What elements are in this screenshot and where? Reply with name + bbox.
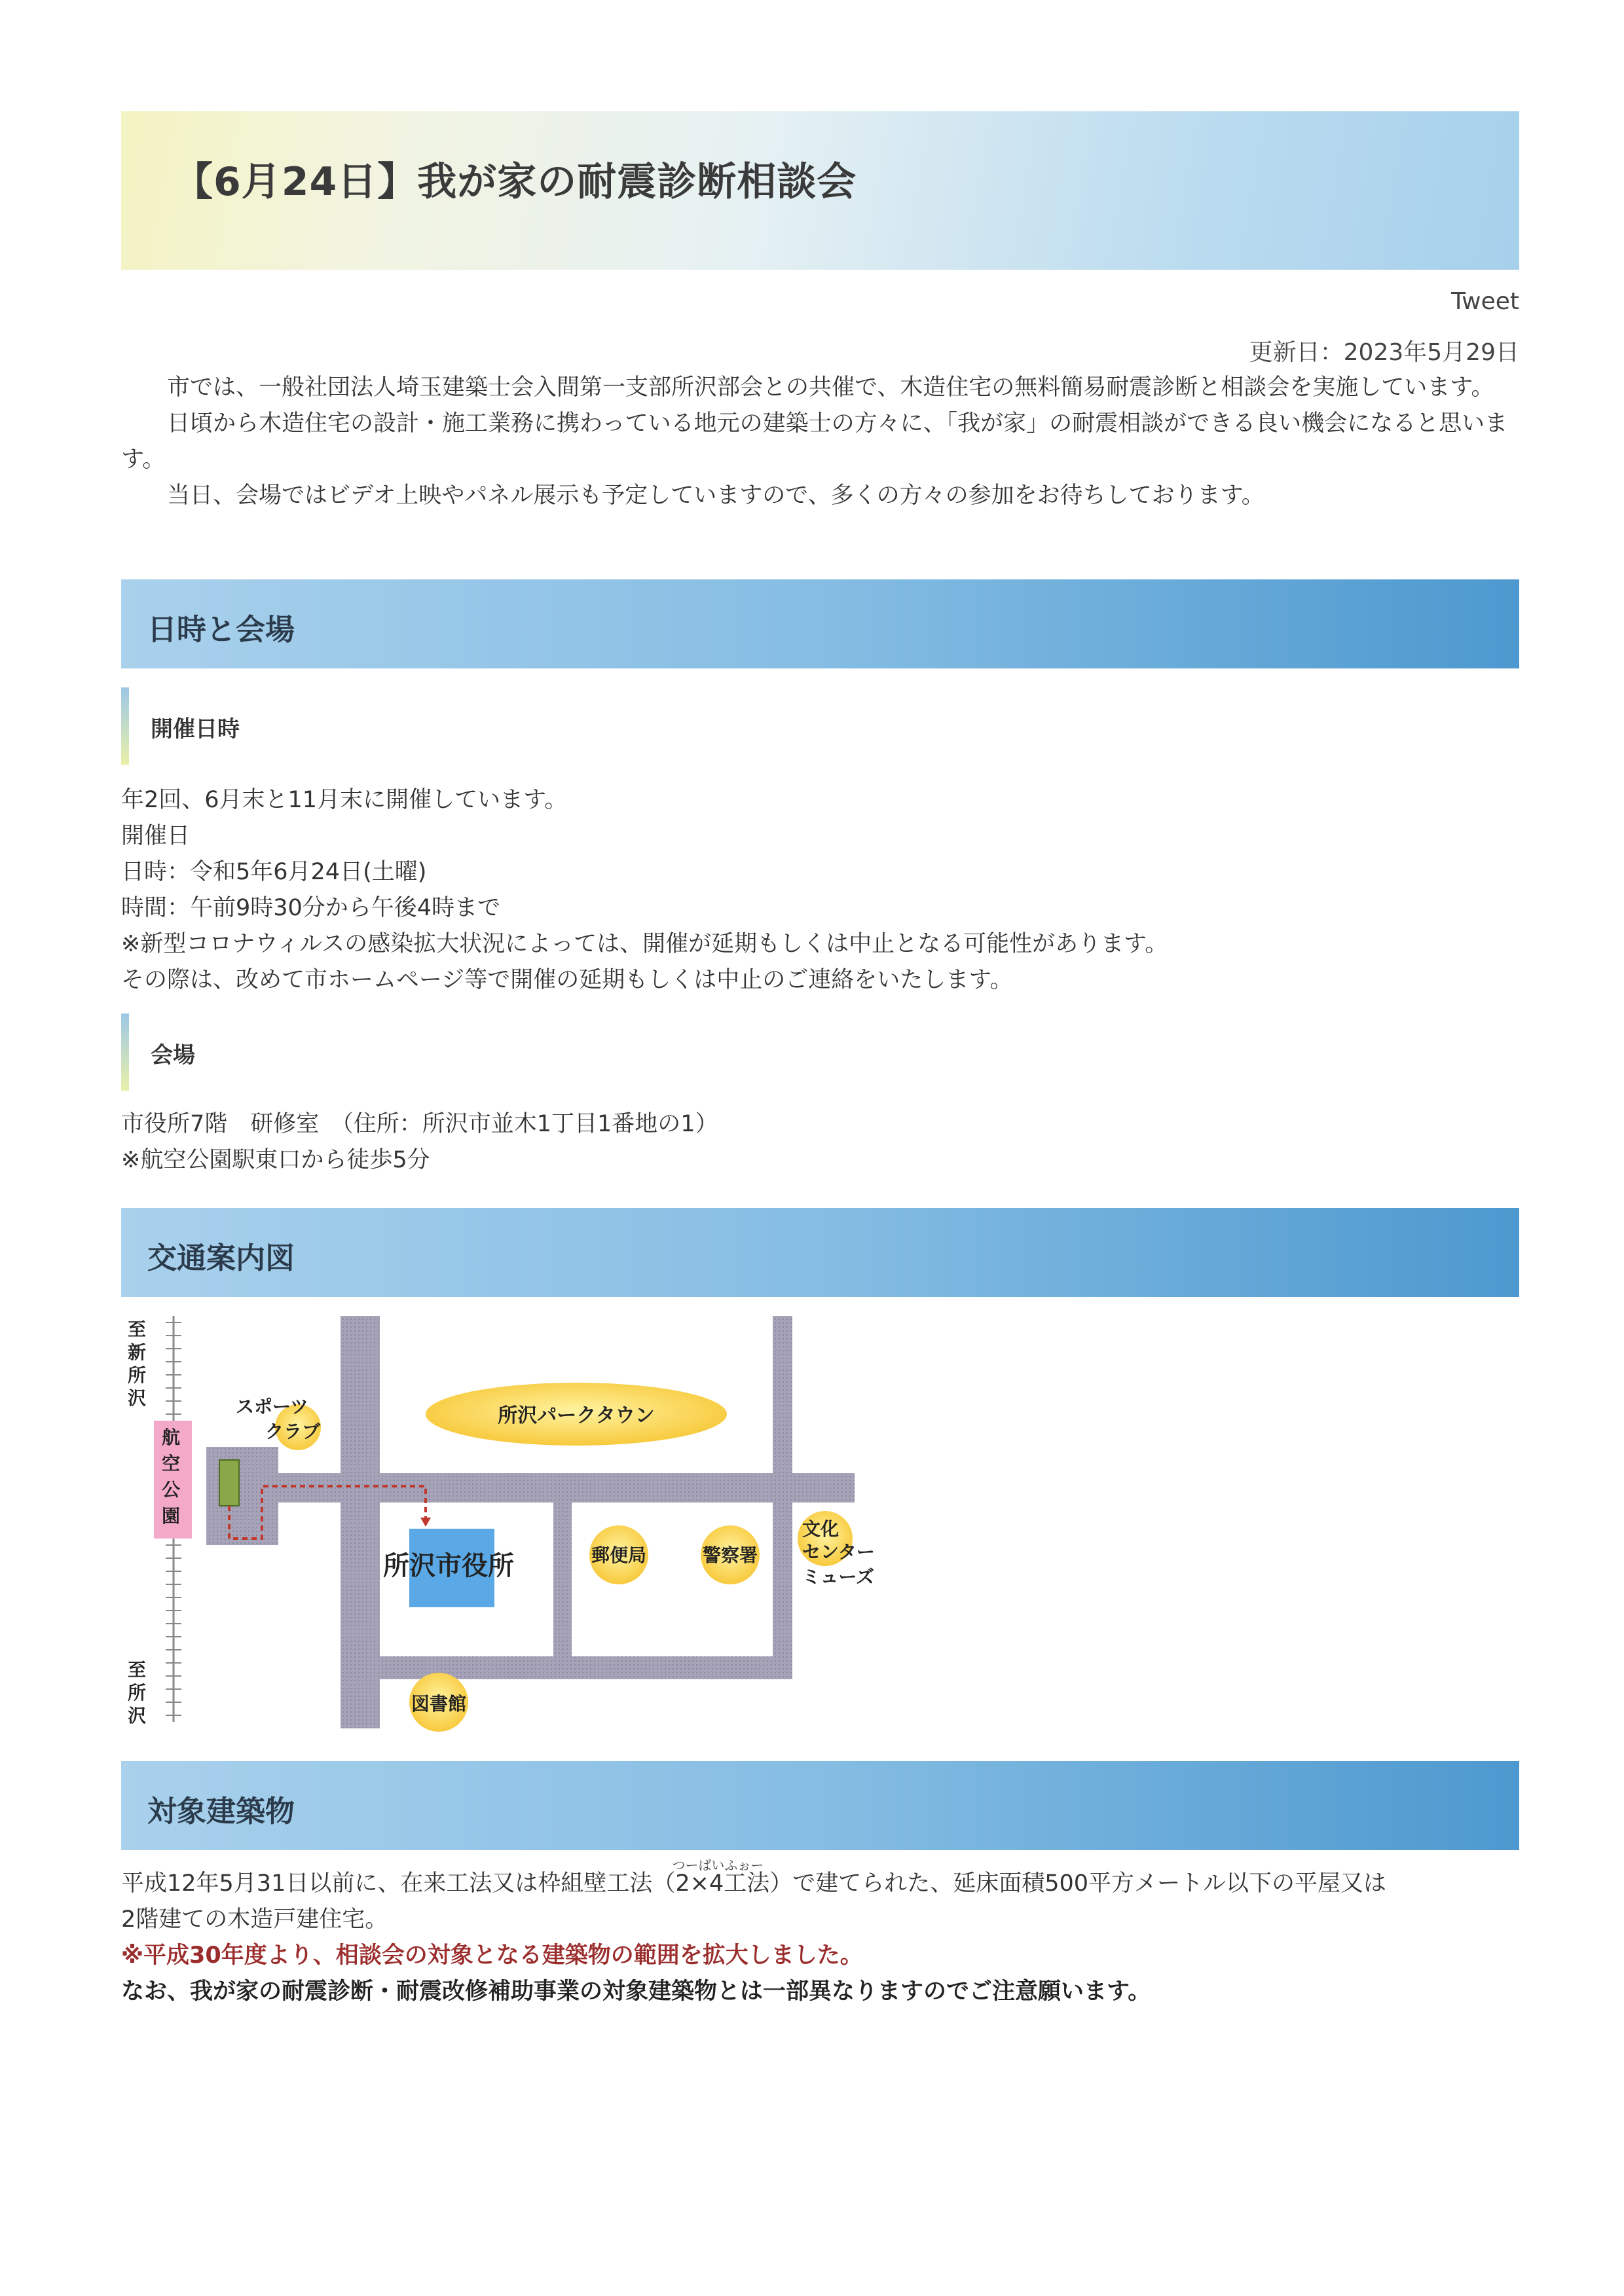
difference-notice: なお、我が家の耐震診断・耐震改修補助事業の対象建築物とは一部異なりますのでご注意願います。 xyxy=(121,1978,1151,2005)
target-line-1 xyxy=(121,1857,1519,1902)
title-banner xyxy=(121,111,1519,270)
map-label-to-tokorozawa: 至所沢 xyxy=(128,1659,147,1726)
target-text-part: 平成12年5月31日以前に、在来工法又は枠組壁工法（ xyxy=(121,1870,676,1897)
map-label-to-shin-tokorozawa: 至新所沢 xyxy=(128,1319,147,1409)
station-plaza xyxy=(206,1447,278,1545)
intro-paragraph: 日頃から木造住宅の設計・施工業務に携わっている地元の建築士の方々に、「我が家」の耐震相談ができる良い機会になると思います。 xyxy=(121,410,1508,473)
intro-paragraph: 市では、一般社団法人埼玉建築士会入間第一支部所沢部会との共催で、木造住宅の無料簡易耐震診断と相談会を実施しています。 xyxy=(167,374,1494,401)
intro-text xyxy=(121,370,1519,514)
dates-text xyxy=(121,782,1519,998)
subheading-accent-bar xyxy=(121,1013,129,1091)
section-title: 交通案内図 xyxy=(147,1241,295,1275)
page-content xyxy=(121,111,1519,2005)
target-text xyxy=(121,1857,1519,2010)
page-title: 【6月24日】我が家の耐震診断相談会 xyxy=(174,159,857,205)
intro-paragraph: 当日、会場ではビデオ上映やパネル展示も予定していますので、多くの方々の参加をお待ちしております。 xyxy=(167,483,1264,509)
subheading-label: 開催日時 xyxy=(151,716,240,742)
subheading-dates xyxy=(121,687,1519,765)
map-label-post-office: 郵便局 xyxy=(591,1544,647,1566)
dates-line: その際は、改めて市ホームページ等で開催の延期もしくは中止のご連絡をいたします。 xyxy=(121,967,1013,993)
expansion-notice: ※平成30年度より、相談会の対象となる建築物の範囲を拡大しました。 xyxy=(121,1942,863,1969)
roads xyxy=(278,1316,855,1728)
route-arrow-icon xyxy=(420,1518,431,1527)
venue-text xyxy=(121,1106,1519,1178)
venue-line: 市役所7階 研修室 （住所：所沢市並木1丁目1番地の1） xyxy=(121,1111,718,1137)
subheading-accent-bar xyxy=(121,687,129,765)
station-char: 園 xyxy=(162,1505,181,1527)
ruby-2x4 xyxy=(672,1857,764,1902)
dates-line: ※新型コロナウィルスの感染拡大状況によっては、開催が延期もしくは中止となる可能性があります。 xyxy=(121,931,1168,957)
map-label-sports-club: スポーツクラブ xyxy=(236,1396,321,1442)
target-text-part: 工法）で建てられた、延床面積500平方メートル以下の平屋又は xyxy=(724,1870,1387,1897)
subheading-label: 会場 xyxy=(151,1042,195,1068)
map-label-park-town: 所沢パークタウン xyxy=(498,1404,655,1427)
station-char: 空 xyxy=(162,1453,181,1474)
station-exit xyxy=(219,1460,239,1506)
ruby-base: 2×4 xyxy=(675,1870,724,1897)
station-char: 公 xyxy=(162,1479,181,1501)
venue-line: ※航空公園駅東口から徒歩5分 xyxy=(121,1147,430,1173)
station-char: 航 xyxy=(162,1427,181,1448)
dates-line: 時間：午前9時30分から午後4時まで xyxy=(121,895,501,921)
map-label-police: 警察署 xyxy=(702,1544,758,1566)
dates-line: 日時：令和5年6月24日(土曜) xyxy=(121,859,427,885)
section-title: 日時と会場 xyxy=(147,612,295,647)
section-title: 対象建築物 xyxy=(147,1794,295,1829)
section-heading-datetime-venue xyxy=(121,579,1519,668)
section-heading-access-map xyxy=(121,1208,1519,1297)
map-label-library: 図書館 xyxy=(411,1693,467,1715)
updated-date: 更新日：2023年5月29日 xyxy=(1249,339,1519,366)
map-label-city-hall: 所沢市役所 xyxy=(383,1551,514,1581)
section-heading-target-buildings xyxy=(121,1761,1519,1850)
map-label-culture-center: 文化 センター ミューズ xyxy=(802,1518,875,1588)
tweet-link[interactable]: Tweet xyxy=(1451,288,1519,315)
dates-line: 年2回、6月末と11月末に開催しています。 xyxy=(121,787,568,813)
ruby-reading: つーばいふぉー xyxy=(672,1857,764,1873)
subheading-venue xyxy=(121,1013,1519,1091)
access-map xyxy=(121,1309,907,1741)
dates-line: 開催日 xyxy=(121,823,191,849)
target-line-2: 2階建ての木造戸建住宅。 xyxy=(121,1906,388,1933)
